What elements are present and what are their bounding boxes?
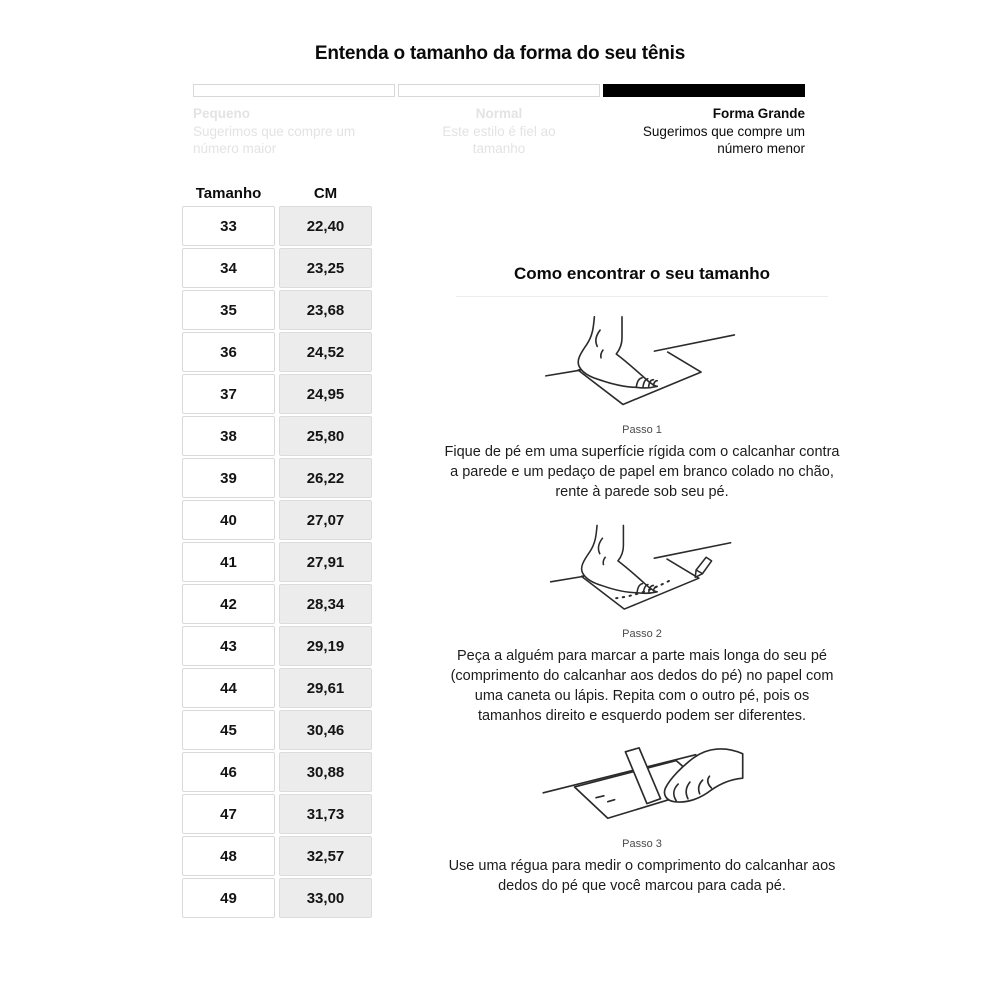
table-row bbox=[182, 248, 372, 288]
size-cell: 41 bbox=[182, 542, 275, 582]
size-cell: 47 bbox=[182, 794, 275, 834]
table-row bbox=[182, 206, 372, 246]
table-row bbox=[182, 542, 372, 582]
cm-cell: 30,46 bbox=[279, 710, 372, 750]
step-label: Passo 2 bbox=[622, 628, 662, 640]
cm-cell: 23,68 bbox=[279, 290, 372, 330]
fit-label-title: Normal bbox=[475, 106, 523, 121]
fit-label-description: Sugerimos que compre um número maior bbox=[193, 123, 356, 156]
size-cell: 34 bbox=[182, 248, 275, 288]
table-row bbox=[182, 458, 372, 498]
guide-title: Como encontrar o seu tamanho bbox=[514, 264, 770, 283]
fit-label-col bbox=[603, 105, 805, 158]
size-cell: 49 bbox=[182, 878, 275, 918]
table-row bbox=[182, 584, 372, 624]
size-cell: 46 bbox=[182, 752, 275, 792]
fit-bar-segment bbox=[603, 84, 805, 97]
fit-label-description: Este estilo é fiel ao tamanho bbox=[442, 123, 556, 156]
table-row bbox=[182, 626, 372, 666]
table-row bbox=[182, 752, 372, 792]
table-row bbox=[182, 374, 372, 414]
size-cell: 36 bbox=[182, 332, 275, 372]
step-text: Peça a alguém para marcar a parte mais longa do seu pé (comprimento do calcanhar aos dedos do pé) no papel com uma caneta ou lápis. Repita com o outro pé, pois os tamanhos direito e esquerdo podem ser diferentes. bbox=[450, 648, 834, 724]
cm-cell: 29,61 bbox=[279, 668, 372, 708]
size-cell: 33 bbox=[182, 206, 275, 246]
table-row bbox=[182, 878, 372, 918]
measuring-guide bbox=[442, 264, 842, 896]
size-cell: 44 bbox=[182, 668, 275, 708]
cm-cell: 28,34 bbox=[279, 584, 372, 624]
table-row bbox=[182, 836, 372, 876]
size-cell: 45 bbox=[182, 710, 275, 750]
cm-column-header: CM bbox=[313, 185, 338, 202]
table-row bbox=[182, 500, 372, 540]
cm-cell: 26,22 bbox=[279, 458, 372, 498]
size-cell: 48 bbox=[182, 836, 275, 876]
table-row bbox=[182, 290, 372, 330]
fit-scale-bar bbox=[193, 84, 805, 97]
step-text: Use uma régua para medir o comprimento do calcanhar aos dedos do pé que você marcou para cada pé. bbox=[448, 858, 836, 894]
cm-cell: 25,80 bbox=[279, 416, 372, 456]
page-title: Entenda o tamanho da forma do seu tênis bbox=[314, 43, 686, 64]
fit-bar-segment bbox=[193, 84, 395, 97]
cm-cell: 27,91 bbox=[279, 542, 372, 582]
cm-cell: 31,73 bbox=[279, 794, 372, 834]
table-row bbox=[182, 710, 372, 750]
foot-on-paper-icon bbox=[542, 311, 742, 416]
size-cell: 37 bbox=[182, 374, 275, 414]
step-text: Fique de pé em uma superfície rígida com o calcanhar contra a parede e um pedaço de papel em branco colado no chão, rente à parede sob seu pé. bbox=[444, 444, 840, 500]
cm-cell: 29,19 bbox=[279, 626, 372, 666]
guide-divider bbox=[456, 296, 828, 297]
cm-cell: 27,07 bbox=[279, 500, 372, 540]
ruler-hand-measuring-icon bbox=[537, 742, 747, 830]
fit-label-col bbox=[398, 105, 600, 158]
size-table-headers bbox=[182, 185, 372, 202]
fit-label-description: Sugerimos que compre um número menor bbox=[642, 123, 805, 156]
cm-cell: 23,25 bbox=[279, 248, 372, 288]
cm-cell: 24,52 bbox=[279, 332, 372, 372]
fit-label-title: Forma Grande bbox=[712, 106, 805, 121]
cm-cell: 24,95 bbox=[279, 374, 372, 414]
size-column-header: Tamanho bbox=[195, 185, 262, 202]
cm-cell: 30,88 bbox=[279, 752, 372, 792]
table-row bbox=[182, 416, 372, 456]
size-table-body bbox=[182, 206, 372, 920]
step-label: Passo 1 bbox=[622, 424, 662, 436]
cm-cell: 22,40 bbox=[279, 206, 372, 246]
fit-label-col bbox=[193, 105, 395, 158]
size-cell: 43 bbox=[182, 626, 275, 666]
step-label: Passo 3 bbox=[622, 838, 662, 850]
cm-cell: 33,00 bbox=[279, 878, 372, 918]
size-cell: 39 bbox=[182, 458, 275, 498]
size-cell: 42 bbox=[182, 584, 275, 624]
size-cell: 38 bbox=[182, 416, 275, 456]
table-row bbox=[182, 668, 372, 708]
size-cell: 35 bbox=[182, 290, 275, 330]
fit-label-title: Pequeno bbox=[193, 106, 251, 121]
foot-pencil-marking-icon bbox=[540, 520, 745, 620]
table-row bbox=[182, 332, 372, 372]
size-cell: 40 bbox=[182, 500, 275, 540]
fit-bar-segment bbox=[398, 84, 600, 97]
fit-scale-labels bbox=[193, 105, 805, 158]
table-row bbox=[182, 794, 372, 834]
cm-cell: 32,57 bbox=[279, 836, 372, 876]
